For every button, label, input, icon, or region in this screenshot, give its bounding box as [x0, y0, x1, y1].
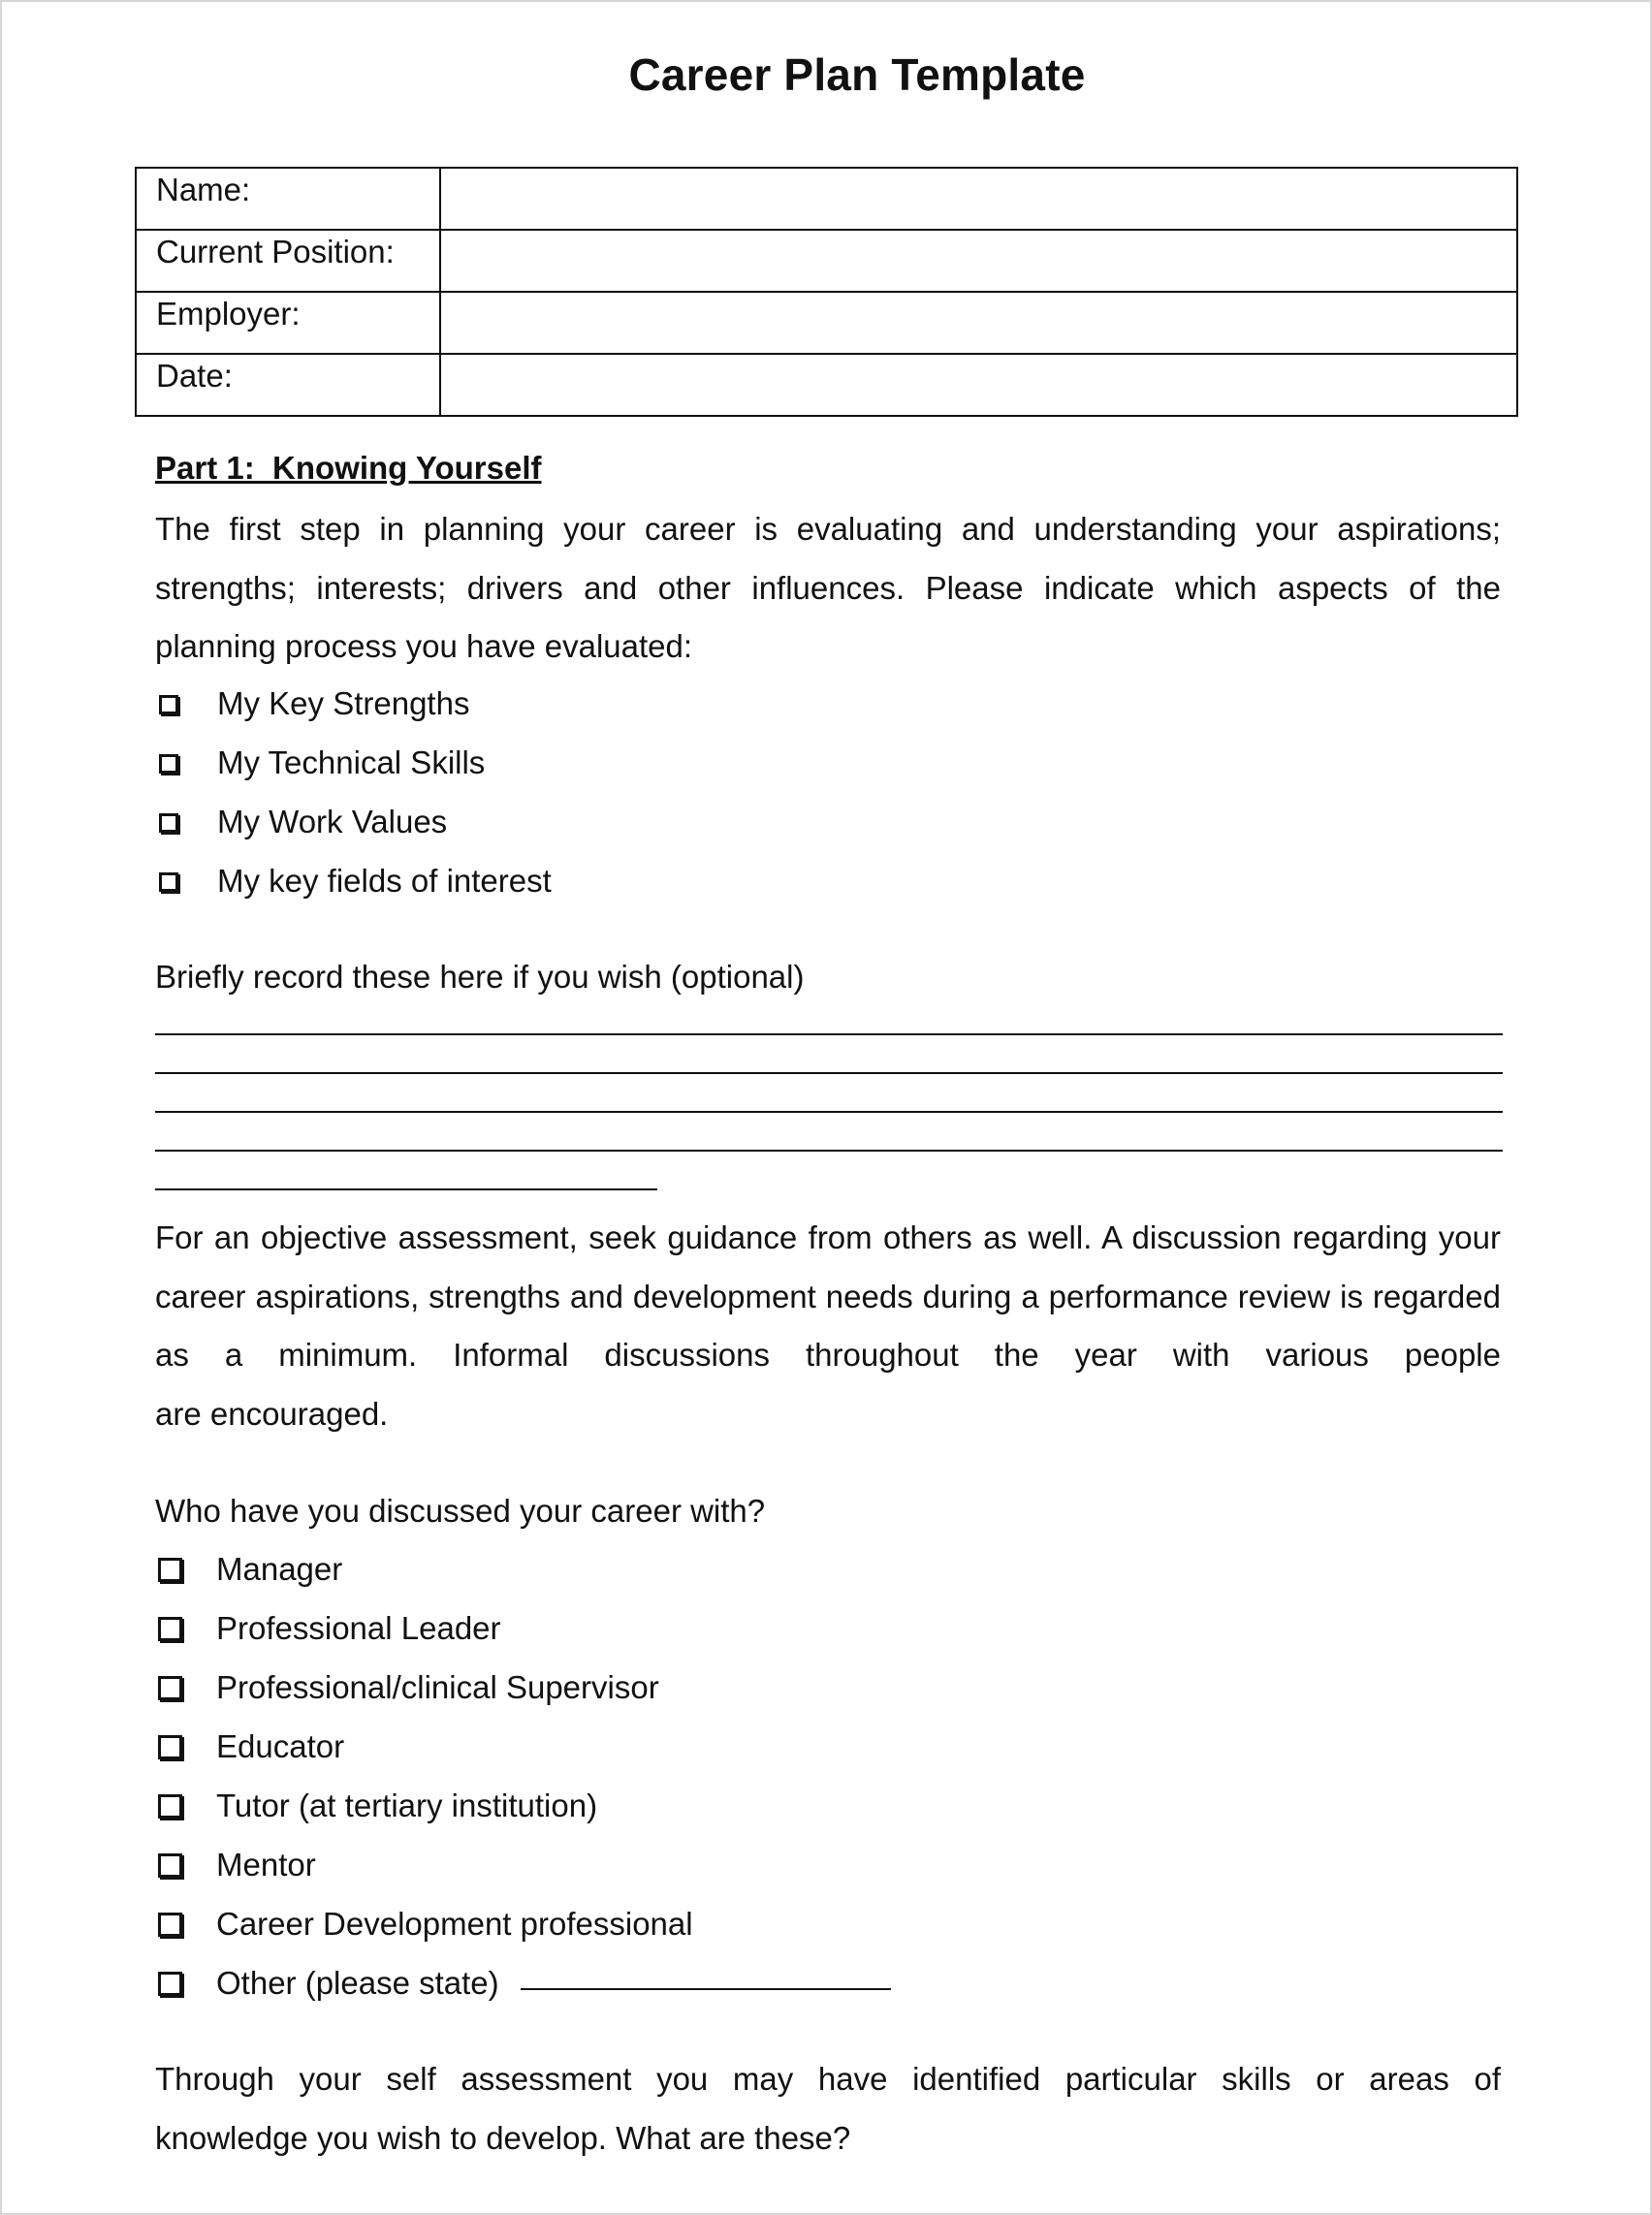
- part1-heading: Part 1: Knowing Yourself: [155, 450, 542, 486]
- person-label: Tutor (at tertiary institution): [216, 1788, 598, 1823]
- name-field[interactable]: [440, 168, 1517, 230]
- checkbox-other[interactable]: [158, 1972, 182, 1996]
- checkbox-key-strengths[interactable]: [159, 695, 178, 714]
- date-label: Date:: [136, 354, 440, 416]
- answer-line[interactable]: [155, 1111, 1503, 1113]
- guidance-text: For an objective assessment, seek guidance from others as well. A discussion regarding your career aspirations, strengths and development needs during a performance review is regarded as a minimum. Informal discussions throughout the year with various people: [155, 1219, 1501, 1373]
- checkbox-professional-leader[interactable]: [158, 1617, 182, 1641]
- self-assessment-text-tail: knowledge you wish to develop. What are these?: [155, 2119, 851, 2156]
- aspect-label: My Work Values: [217, 804, 448, 839]
- person-label: Mentor: [216, 1847, 316, 1883]
- date-field[interactable]: [440, 354, 1517, 416]
- intro-text-tail: planning process you have evaluated:: [155, 628, 693, 664]
- person-label: Career Development professional: [216, 1906, 693, 1942]
- checkbox-educator[interactable]: [158, 1735, 182, 1759]
- list-item: [155, 1663, 891, 1723]
- answer-line[interactable]: [155, 1150, 1503, 1152]
- checkbox-mentor[interactable]: [158, 1853, 182, 1878]
- table-row: [136, 292, 1517, 354]
- table-row: [136, 168, 1517, 230]
- aspect-label: My Technical Skills: [217, 744, 486, 780]
- table-row: [136, 354, 1517, 416]
- guidance-text-tail: are encouraged.: [155, 1395, 389, 1432]
- other-specify-line[interactable]: [521, 1959, 891, 1990]
- table-row: [136, 230, 1517, 292]
- discussed-prompt: Who have you discussed your career with?: [155, 1493, 766, 1529]
- self-assessment-paragraph: [155, 2050, 1501, 2168]
- self-assessment-text: Through your self assessment you may have identified particular skills or areas of: [155, 2061, 1501, 2097]
- list-item: [155, 739, 552, 798]
- person-label: Professional Leader: [216, 1610, 501, 1646]
- answer-line[interactable]: [155, 1188, 657, 1190]
- checkbox-career-development[interactable]: [158, 1913, 182, 1937]
- employer-field[interactable]: [440, 292, 1517, 354]
- person-label: Other (please state): [216, 1965, 499, 2001]
- aspect-label: My Key Strengths: [217, 685, 470, 721]
- checkbox-fields-of-interest[interactable]: [159, 872, 178, 892]
- person-label: Professional/clinical Supervisor: [216, 1669, 659, 1705]
- list-item: [155, 1545, 891, 1604]
- list-item: [155, 857, 552, 916]
- list-item: [155, 1723, 891, 1782]
- list-item: [155, 680, 552, 739]
- guidance-paragraph: [155, 1209, 1501, 1443]
- intro-paragraph: [155, 500, 1501, 677]
- person-label: Educator: [216, 1728, 345, 1764]
- answer-line[interactable]: [155, 1033, 1503, 1035]
- list-item: [155, 1900, 891, 1959]
- checkbox-manager[interactable]: [158, 1558, 182, 1582]
- list-item: [155, 798, 552, 857]
- list-item: [155, 1782, 891, 1841]
- checkbox-clinical-supervisor[interactable]: [158, 1676, 182, 1700]
- person-label: Manager: [216, 1551, 343, 1587]
- checkbox-tutor[interactable]: [158, 1794, 182, 1819]
- intro-text: The first step in planning your career is evaluating and understanding your aspirations; strengths; interests; drivers and other influences. Please indicate which aspects of the: [155, 511, 1501, 606]
- page-title: Career Plan Template: [628, 49, 1086, 100]
- list-item: [155, 1604, 891, 1663]
- people-checklist: [155, 1545, 891, 2018]
- checkbox-technical-skills[interactable]: [159, 754, 178, 774]
- aspects-checklist: [155, 680, 552, 916]
- current-position-label: Current Position:: [136, 230, 440, 292]
- list-item: [155, 1959, 891, 2018]
- answer-line[interactable]: [155, 1072, 1503, 1074]
- current-position-field[interactable]: [440, 230, 1517, 292]
- record-prompt: Briefly record these here if you wish (optional): [155, 959, 805, 995]
- list-item: [155, 1841, 891, 1900]
- personal-info-table: [135, 167, 1518, 417]
- checkbox-work-values[interactable]: [159, 813, 178, 833]
- employer-label: Employer:: [136, 292, 440, 354]
- aspect-label: My key fields of interest: [217, 863, 552, 899]
- name-label: Name:: [136, 168, 440, 230]
